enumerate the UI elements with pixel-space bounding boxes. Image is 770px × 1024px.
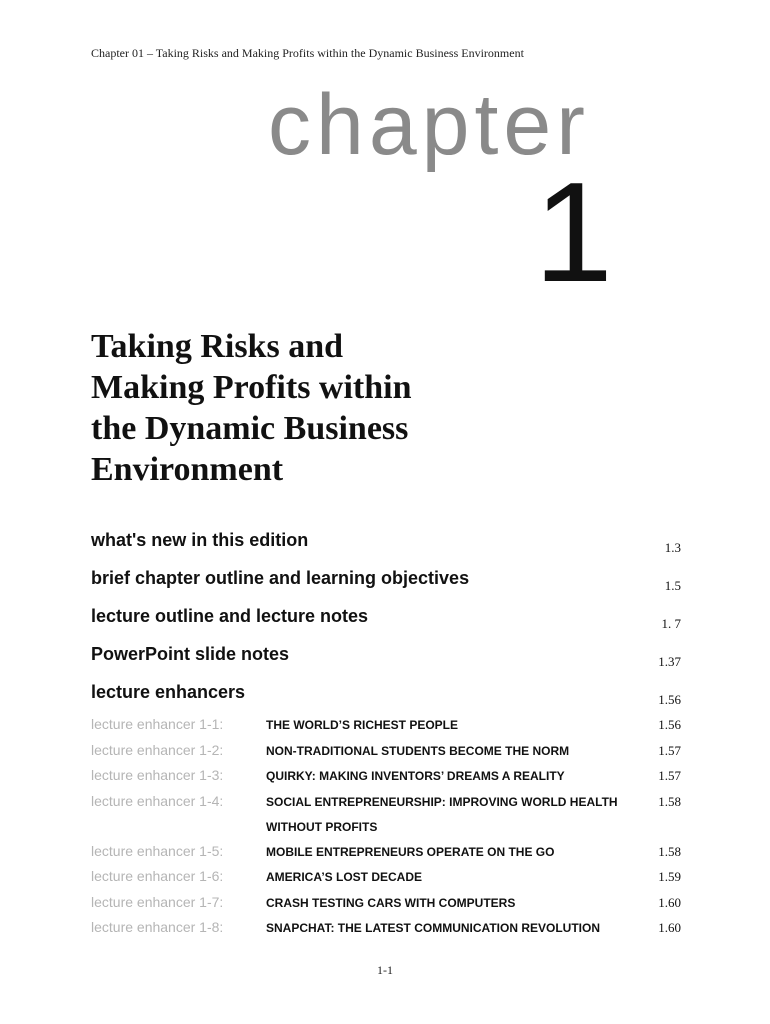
enhancer-label: lecture enhancer 1-3: [91, 767, 224, 783]
toc-entry-brief-outline [91, 568, 681, 606]
chapter-title-line: the Dynamic Business [91, 410, 409, 447]
toc-entry-powerpoint-notes [91, 644, 681, 682]
enhancer-page: 1.56 [658, 717, 681, 732]
chapter-title-line: Environment [91, 451, 284, 488]
enhancer-row [91, 739, 681, 765]
chapter-word: chapter [268, 77, 590, 173]
enhancer-title: CRASH TESTING CARS WITH COMPUTERS [266, 895, 516, 910]
enhancer-page: 1.57 [658, 742, 681, 758]
toc-entry-lecture-outline [91, 606, 681, 644]
enhancer-row [91, 916, 681, 942]
toc-entry-page: 1.5 [664, 578, 681, 593]
enhancer-row [91, 764, 681, 790]
enhancer-row [91, 790, 681, 840]
toc-entry-label: what's new in this edition [91, 530, 309, 550]
toc-entry-label: lecture enhancers [91, 682, 246, 702]
enhancer-page: 1.60 [658, 894, 681, 910]
enhancer-label: lecture enhancer 1-7: [91, 893, 224, 910]
enhancer-page: 1.57 [658, 768, 681, 783]
toc-entry-page: 1.56 [658, 692, 681, 707]
enhancer-label: lecture enhancer 1-2: [91, 741, 224, 758]
chapter-title-line: Making Profits within [91, 369, 412, 406]
toc-entry-label: PowerPoint slide notes [91, 644, 290, 664]
enhancer-title: SOCIAL ENTREPRENEURSHIP: IMPROVING WORLD HEALTH WITHOUT PROFITS [266, 794, 618, 834]
toc-entry-page: 1.37 [658, 654, 681, 669]
toc-entry-page: 1. 7 [661, 616, 681, 631]
enhancer-label: lecture enhancer 1-6: [91, 868, 224, 884]
enhancer-page: 1.59 [658, 869, 681, 884]
enhancer-label: lecture enhancer 1-5: [91, 842, 224, 859]
chapter-title-line: Taking Risks and [91, 328, 344, 365]
enhancer-title: THE WORLD’S RICHEST PEOPLE [266, 718, 459, 732]
toc-entry-whats-new [91, 530, 681, 568]
enhancer-label: lecture enhancer 1-4: [91, 792, 224, 809]
enhancer-title: QUIRKY: MAKING INVENTORS’ DREAMS A REALITY [266, 769, 565, 783]
toc-entry-label: lecture outline and lecture notes [91, 606, 369, 626]
enhancer-row [91, 865, 681, 891]
running-header: Chapter 01 – Taking Risks and Making Profits within the Dynamic Business Environment [91, 46, 524, 60]
enhancer-title: NON-TRADITIONAL STUDENTS BECOME THE NORM [266, 743, 570, 758]
enhancer-page: 1.58 [658, 843, 681, 859]
enhancer-title: MOBILE ENTREPRENEURS OPERATE ON THE GO [266, 844, 555, 859]
toc-entry-label: brief chapter outline and learning objectives [91, 568, 470, 588]
page-number: 1-1 [377, 963, 393, 977]
enhancer-label: lecture enhancer 1-1: [91, 716, 224, 732]
enhancer-title: AMERICA’S LOST DECADE [266, 870, 423, 884]
enhancer-row [91, 840, 681, 866]
enhancer-row [91, 891, 681, 917]
enhancer-page: 1.60 [658, 920, 681, 935]
enhancer-page: 1.58 [658, 793, 681, 809]
toc-entry-page: 1.3 [664, 540, 681, 555]
table-of-contents [91, 530, 681, 942]
chapter-number: 1 [534, 153, 613, 312]
enhancer-row [91, 713, 681, 739]
toc-entry-lecture-enhancers [91, 682, 681, 713]
enhancer-label: lecture enhancer 1-8: [91, 919, 224, 935]
chapter-title [91, 326, 491, 490]
enhancer-title: SNAPCHAT: THE LATEST COMMUNICATION REVOLUTION [266, 921, 600, 935]
